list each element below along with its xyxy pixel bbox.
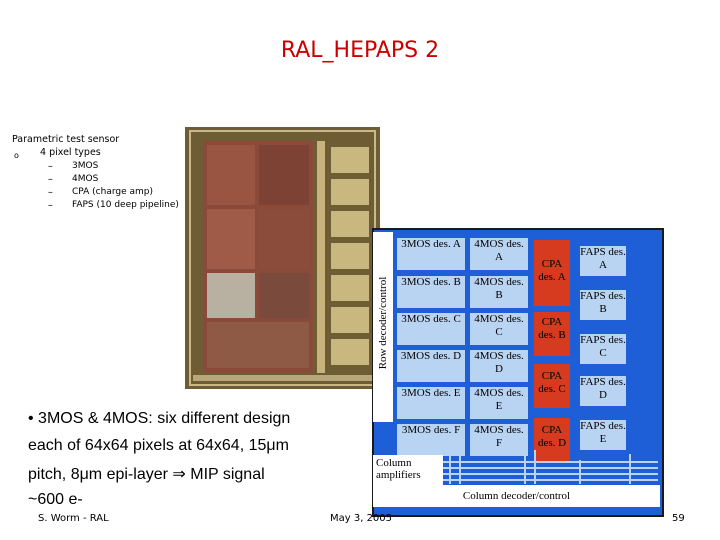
slide-title: RAL_HEPAPS 2 [280, 38, 440, 63]
summary-line-4: ~600 e- [28, 491, 83, 508]
cell-3mos-d: 3MOS des. D [397, 350, 465, 382]
sub-bullet: o [14, 151, 19, 160]
sensor-heading: Parametric test sensor [12, 134, 120, 145]
row-decoder-label: Row decoder/control [377, 276, 389, 370]
type-3mos: 3MOS [72, 161, 99, 171]
cell-cpa-a: CPA des. A [534, 240, 570, 306]
summary-line-2: each of 64x64 pixels at 64x64, 15μm [28, 437, 289, 454]
cell-3mos-b: 3MOS des. B [397, 276, 465, 308]
cell-faps-b: FAPS des. B [580, 290, 626, 320]
dash-2: – [48, 174, 53, 185]
cell-4mos-c: 4MOS des. C [470, 313, 528, 345]
type-cpa: CPA (charge amp) [72, 187, 153, 197]
summary-line-3: pitch, 8μm epi-layer ⇒ MIP signal [28, 466, 265, 483]
cell-faps-e: FAPS des. E [580, 420, 626, 450]
row-decoder [373, 232, 393, 422]
footer-author: S. Worm - RAL [38, 513, 109, 524]
cell-faps-a: FAPS des. A [580, 246, 626, 276]
summary-line-1: • 3MOS & 4MOS: six different design [28, 410, 291, 427]
cell-3mos-f: 3MOS des. F [397, 424, 465, 456]
cell-4mos-f: 4MOS des. F [470, 424, 528, 456]
die-photo-drawing [185, 127, 380, 389]
cell-cpa-b: CPA des. B [534, 312, 570, 356]
cell-cpa-c: CPA des. C [534, 364, 570, 408]
footer-date: May 3, 2005 [330, 513, 393, 524]
dash-1: – [48, 161, 53, 172]
dash-3: – [48, 187, 53, 198]
column-bus-lines [440, 450, 660, 490]
cell-4mos-e: 4MOS des. E [470, 387, 528, 419]
pixel-types-label: 4 pixel types [40, 147, 101, 158]
cell-4mos-a: 4MOS des. A [470, 238, 528, 270]
page-number: 59 [672, 513, 685, 524]
cell-faps-d: FAPS des. D [580, 376, 626, 406]
cell-cpa-d: CPA des. D [534, 418, 570, 462]
column-decoder: Column decoder/control [373, 485, 660, 507]
cell-3mos-a: 3MOS des. A [397, 238, 465, 270]
cell-3mos-c: 3MOS des. C [397, 313, 465, 345]
cell-4mos-d: 4MOS des. D [470, 350, 528, 382]
cell-faps-c: FAPS des. C [580, 334, 626, 364]
dash-4: – [48, 200, 53, 211]
type-4mos: 4MOS [72, 174, 99, 184]
cell-4mos-b: 4MOS des. B [470, 276, 528, 308]
column-amplifiers-label: Column amplifiers [376, 457, 421, 481]
cell-3mos-e: 3MOS des. E [397, 387, 465, 419]
sensor-die-photo [185, 127, 380, 389]
type-faps: FAPS (10 deep pipeline) [72, 200, 179, 210]
